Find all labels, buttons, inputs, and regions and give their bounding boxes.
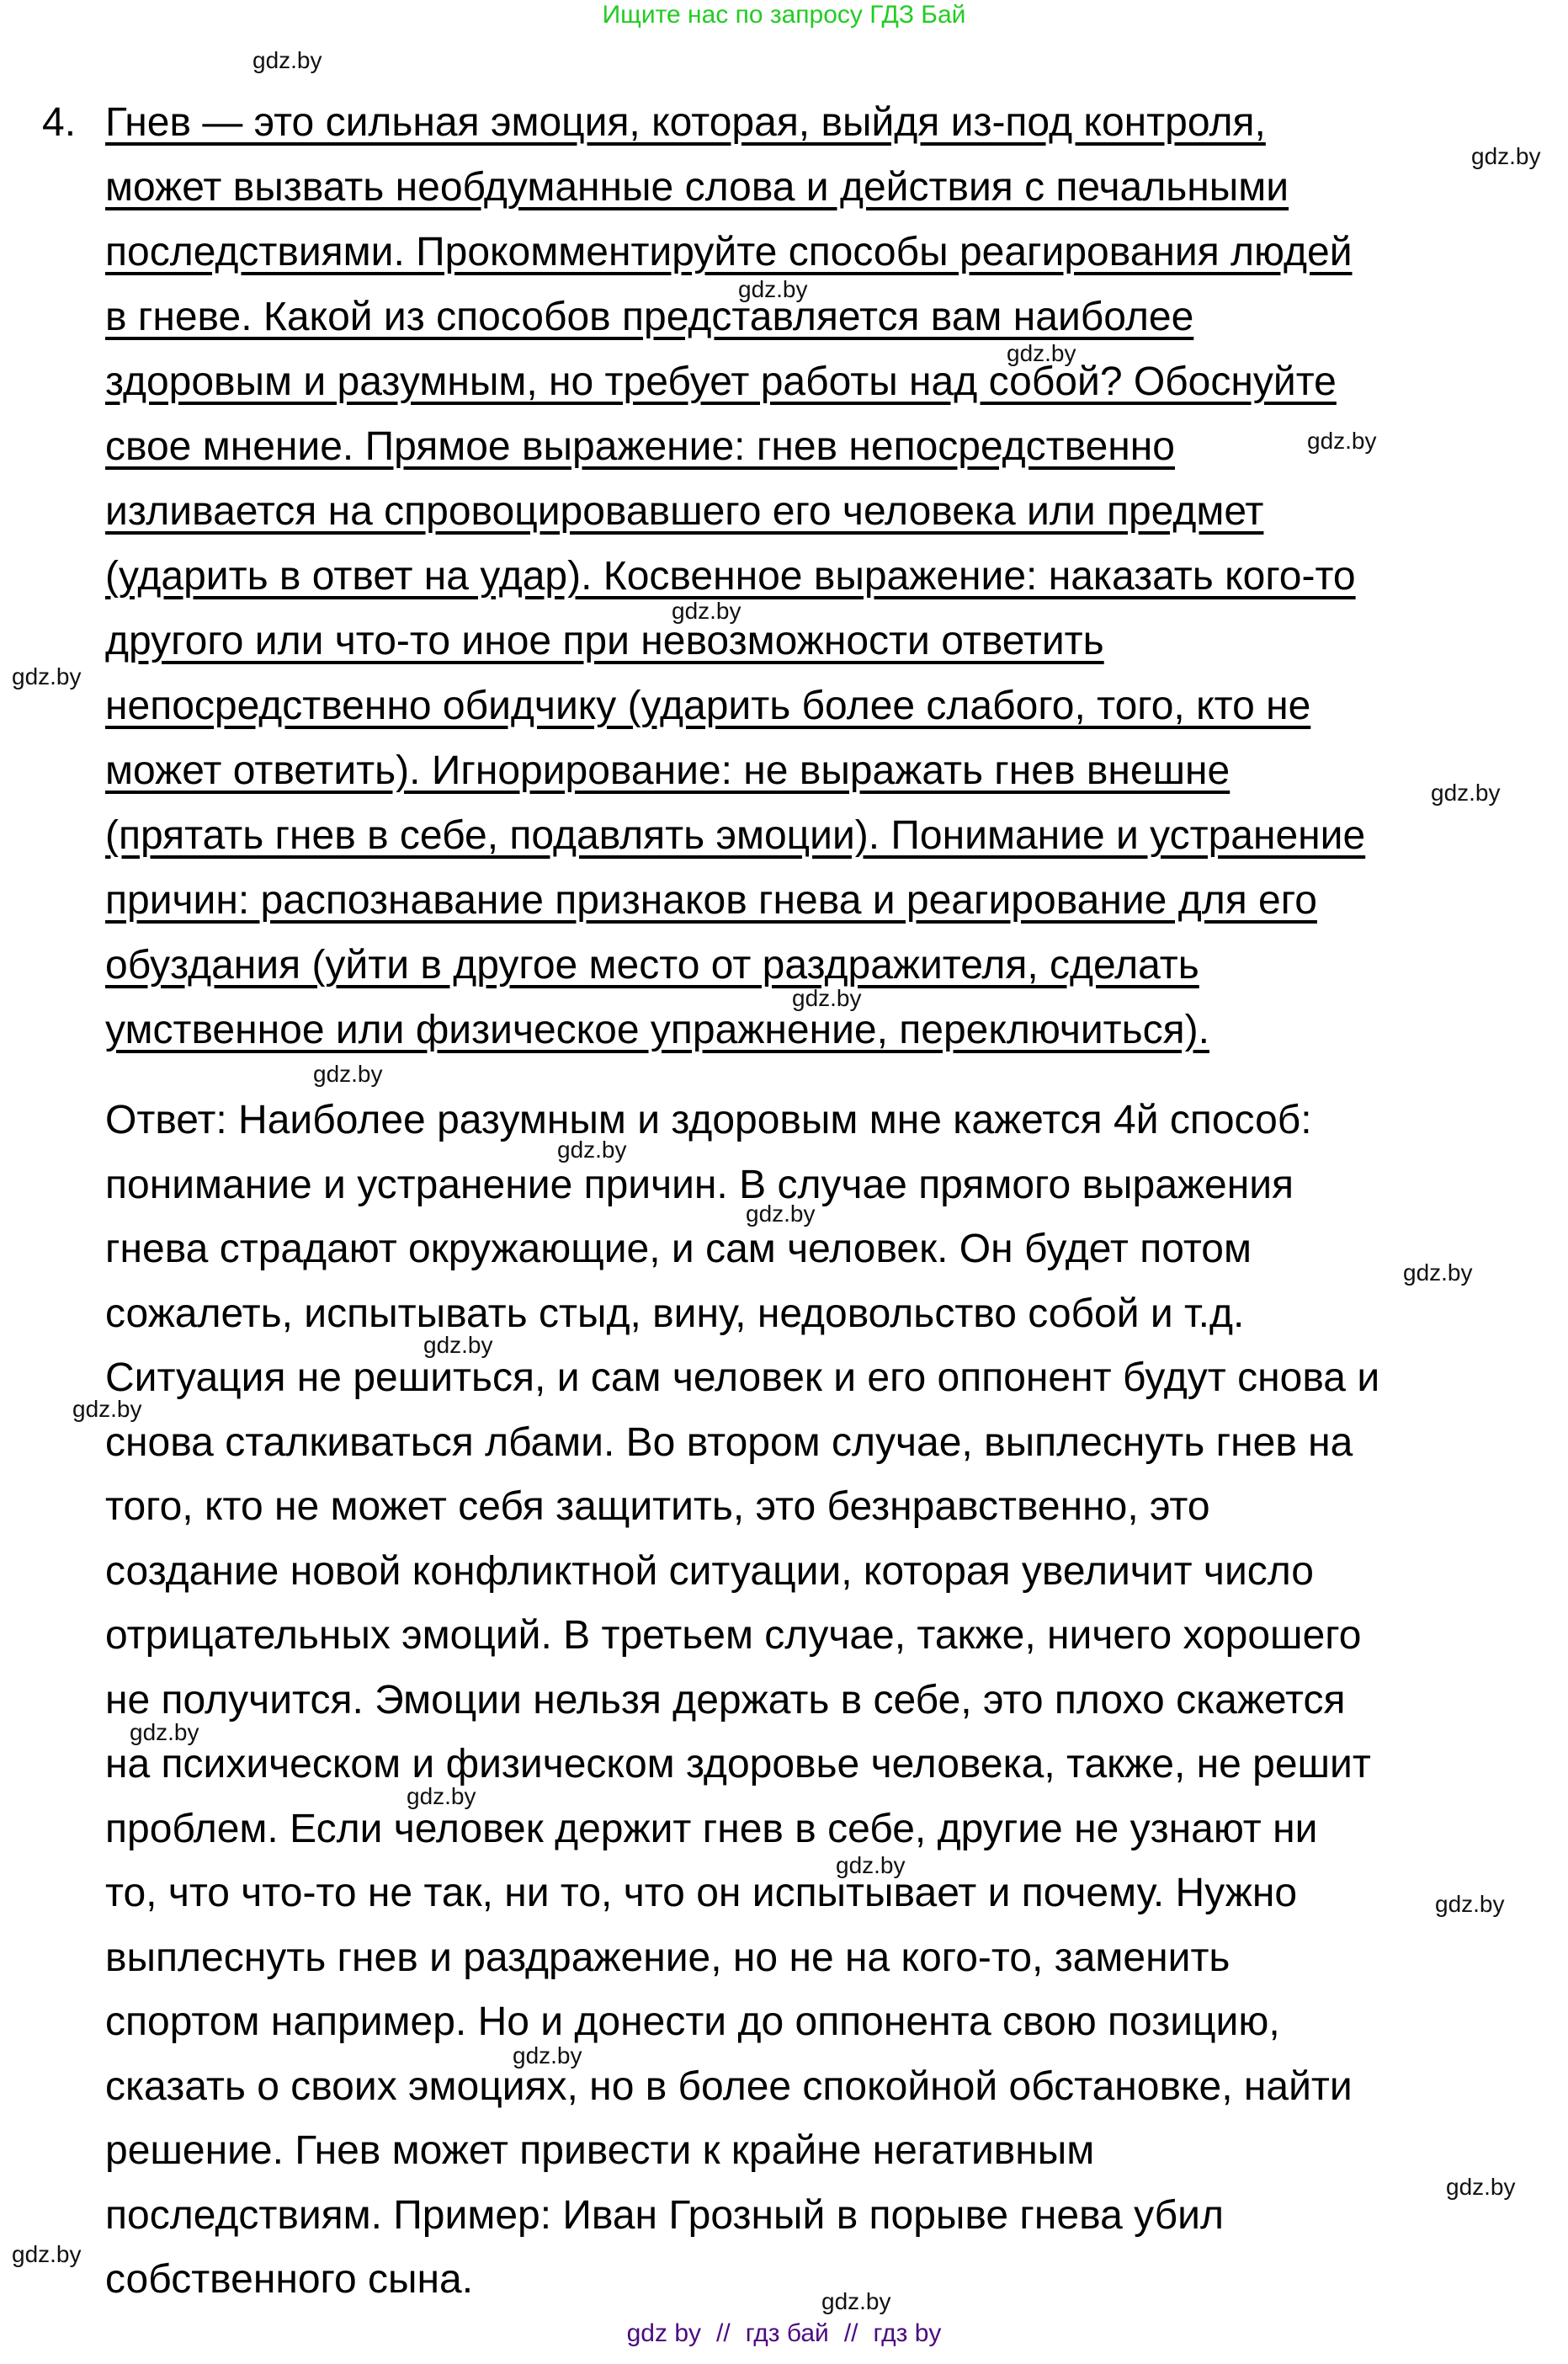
question-line: здоровым и разумным, но требует работы над собой? Обоснуйте (105, 359, 1337, 404)
watermark-text: gdz.by (313, 1061, 383, 1087)
footer-separator: // (843, 2319, 858, 2347)
answer-line: сожалеть, испытывать стыд, вину, недовольство собой и т.д. (105, 1291, 1245, 1336)
question-line: (ударить в ответ на удар). Косвенное выражение: наказать кого-то (105, 554, 1356, 599)
footer-separator: // (716, 2319, 731, 2347)
answer-line: последствиям. Пример: Иван Грозный в порыве гнева убил (105, 2193, 1224, 2238)
watermark-text: gdz.by (821, 2288, 891, 2314)
answer-line: не получится. Эмоции нельзя держать в себе, это плохо скажется (105, 1678, 1346, 1722)
watermark-text: gdz.by (72, 1396, 142, 1422)
task-number: 4. (42, 100, 77, 145)
answer-line: Ситуация не решиться, и сам человек и его оппонент будут снова и (105, 1355, 1380, 1400)
question-line: причин: распознавание признаков гнева и реагирование для его (105, 878, 1317, 923)
question-line: умственное или физическое упражнение, переключиться). (105, 1008, 1209, 1052)
question-line: (прятать гнев в себе, подавлять эмоции). Понимание и устранение (105, 813, 1366, 858)
question-line: непосредственно обидчику (ударить более слабого, того, кто не (105, 684, 1311, 728)
answer-line: собственного сына. (105, 2257, 474, 2302)
question-line: Гнев — это сильная эмоция, которая, выйдя из-под контроля, (105, 100, 1266, 145)
watermark-text: gdz.by (12, 2241, 82, 2267)
question-line: в гневе. Какой из способов представляется вам наиболее (105, 295, 1194, 339)
question-line: изливается на спровоцировавшего его человека или предмет (105, 489, 1264, 534)
watermark-text: gdz.by (836, 1852, 906, 1878)
footer-link-gdz-by[interactable]: gdz by (626, 2319, 702, 2347)
watermark-text: gdz.by (423, 1332, 493, 1358)
question-line: может вызвать необдуманные слова и действия с печальными (105, 165, 1289, 210)
watermark-text: gdz.by (792, 985, 862, 1011)
watermark-text: gdz.by (12, 663, 82, 690)
watermark-text: gdz.by (672, 598, 741, 624)
answer-line: то, что что-то не так, ни то, что он испытывает и почему. Нужно (105, 1871, 1298, 1915)
answer-line: на психическом и физическом здоровье человека, также, не решит (105, 1742, 1371, 1786)
question-line: последствиями. Прокомментируйте способы реагирования людей (105, 230, 1353, 274)
watermark-text: gdz.by (746, 1201, 816, 1227)
footer-link-gdz-by-cyr[interactable]: гдз by (873, 2319, 942, 2347)
answer-line: решение. Гнев может привести к крайне негативным (105, 2128, 1095, 2173)
watermark-text: gdz.by (738, 276, 808, 302)
watermark-text: gdz.by (513, 2042, 582, 2068)
watermark-text: gdz.by (557, 1137, 627, 1163)
answer-line: понимание и устранение причин. В случае прямого выражения (105, 1163, 1294, 1207)
answer-line: того, кто не может себя защитить, это безнравственно, это (105, 1484, 1210, 1529)
watermark-text: gdz.by (1471, 143, 1541, 169)
answer-line: Ответ: Наиболее разумным и здоровым мне кажется 4й способ: (105, 1098, 1312, 1142)
watermark-text: gdz.by (252, 47, 322, 73)
footer-links (0, 2317, 1568, 2351)
answer-line: отрицательных эмоций. В третьем случае, также, ничего хорошего (105, 1613, 1362, 1658)
question-line: другого или что-то иное при невозможности ответить (105, 619, 1104, 663)
watermark-text: gdz.by (1007, 340, 1076, 366)
watermark-text: gdz.by (1403, 1259, 1473, 1286)
watermark-text: gdz.by (1307, 428, 1377, 454)
watermark-text: gdz.by (130, 1719, 199, 1745)
answer-line: создание новой конфликтной ситуации, которая увеличит число (105, 1549, 1314, 1594)
answer-line: гнева страдают окружающие, и сам человек. Он будет потом (105, 1227, 1252, 1271)
question-line: может ответить). Игнорирование: не выражать гнев внешне (105, 748, 1230, 793)
watermark-text: gdz.by (1435, 1891, 1505, 1917)
watermark-text: gdz.by (1431, 780, 1501, 806)
answer-line: спортом например. Но и донести до оппонента свою позицию, (105, 1999, 1280, 2044)
answer-line: снова сталкиваться лбами. Во втором случае, выплеснуть гнев на (105, 1420, 1353, 1465)
answer-line: проблем. Если человек держит гнев в себе, другие не узнают ни (105, 1807, 1318, 1851)
question-line: свое мнение. Прямое выражение: гнев непосредственно (105, 424, 1175, 469)
watermark-text: gdz.by (1446, 2174, 1516, 2200)
watermark-text: gdz.by (407, 1783, 476, 1809)
footer-link-gdz-bai[interactable]: гдз бай (745, 2319, 829, 2347)
answer-line: сказать о своих эмоциях, но в более спокойной обстановке, найти (105, 2064, 1353, 2109)
search-banner: Ищите нас по запросу ГДЗ Бай (602, 1, 966, 29)
answer-line: выплеснуть гнев и раздражение, но не на кого-то, заменить (105, 1935, 1230, 1980)
question-line: обуздания (уйти в другое место от раздражителя, сделать (105, 943, 1199, 988)
